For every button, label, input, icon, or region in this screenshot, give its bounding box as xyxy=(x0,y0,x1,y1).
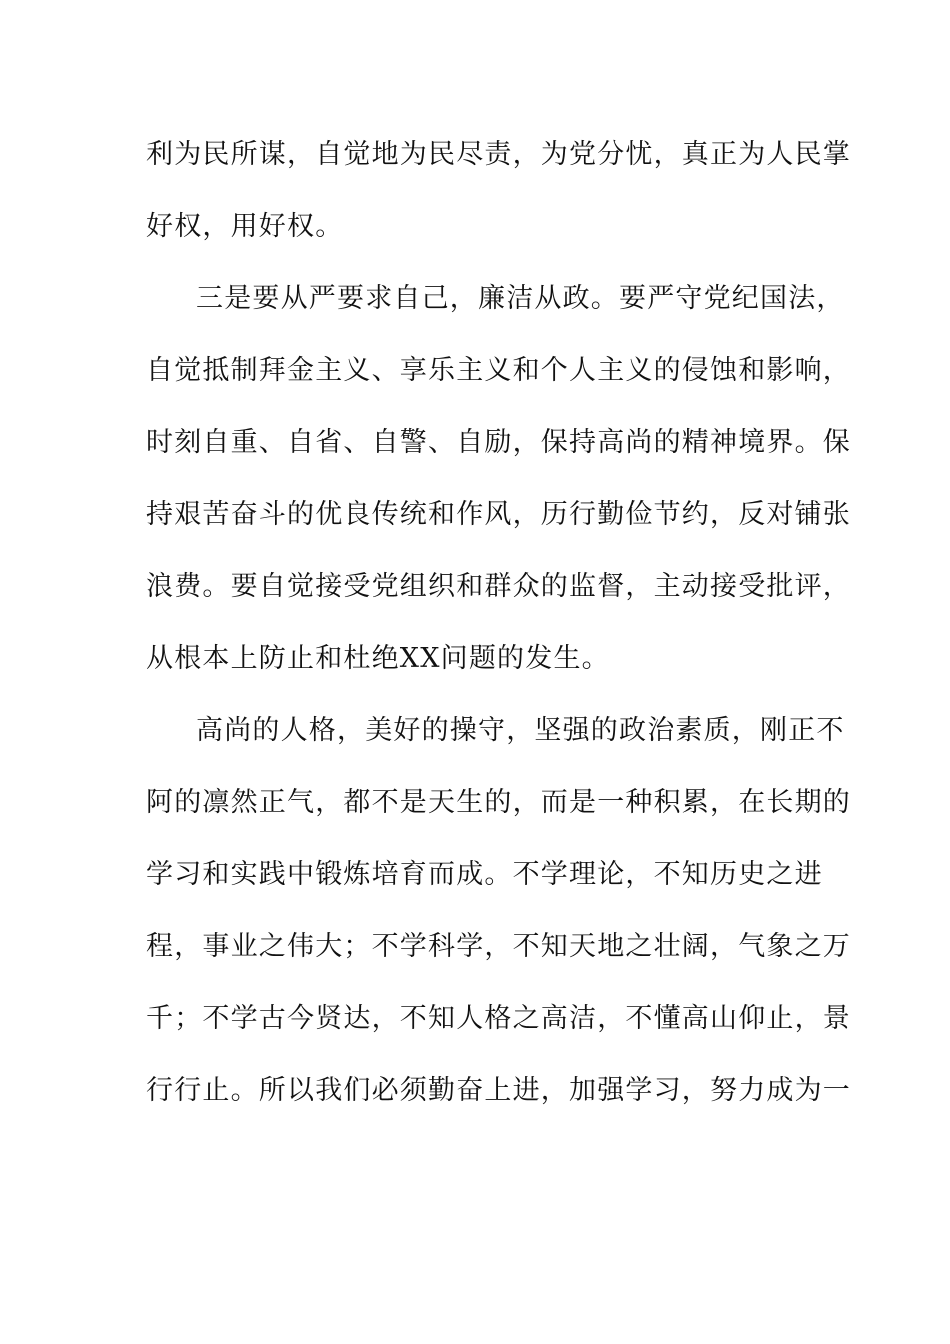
text-line: 利为民所谋，自觉地为民尽责，为党分忧，真正为人民掌 xyxy=(146,139,851,170)
text-line: 从根本上防止和杜绝XX问题的发生。 xyxy=(146,643,610,674)
text-line: 自觉抵制拜金主义、享乐主义和个人主义的侵蚀和影响， xyxy=(146,355,851,386)
text-line: 行行止。所以我们必须勤奋上进，加强学习，努力成为一 xyxy=(146,1075,851,1106)
text-line: 程，事业之伟大；不学科学，不知天地之壮阔，气象之万 xyxy=(146,931,851,962)
text-line: 千；不学古今贤达，不知人格之高洁，不懂高山仰止，景 xyxy=(146,1003,851,1034)
text-line: 持艰苦奋斗的优良传统和作风，历行勤俭节约，反对铺张 xyxy=(146,499,851,530)
text-line: 高尚的人格，美好的操守，坚强的政治素质，刚正不 xyxy=(196,715,845,746)
text-line: 阿的凛然正气，都不是天生的，而是一种积累，在长期的 xyxy=(146,787,851,818)
text-line: 浪费。要自觉接受党组织和群众的监督，主动接受批评， xyxy=(146,571,851,602)
text-line: 好权，用好权。 xyxy=(146,211,344,242)
text-line: 时刻自重、自省、自警、自励，保持高尚的精神境界。保 xyxy=(146,427,851,458)
text-line: 三是要从严要求自己，廉洁从政。要严守党纪国法， xyxy=(196,283,845,314)
text-line: 学习和实践中锻炼培育而成。不学理论，不知历史之进 xyxy=(146,859,823,890)
